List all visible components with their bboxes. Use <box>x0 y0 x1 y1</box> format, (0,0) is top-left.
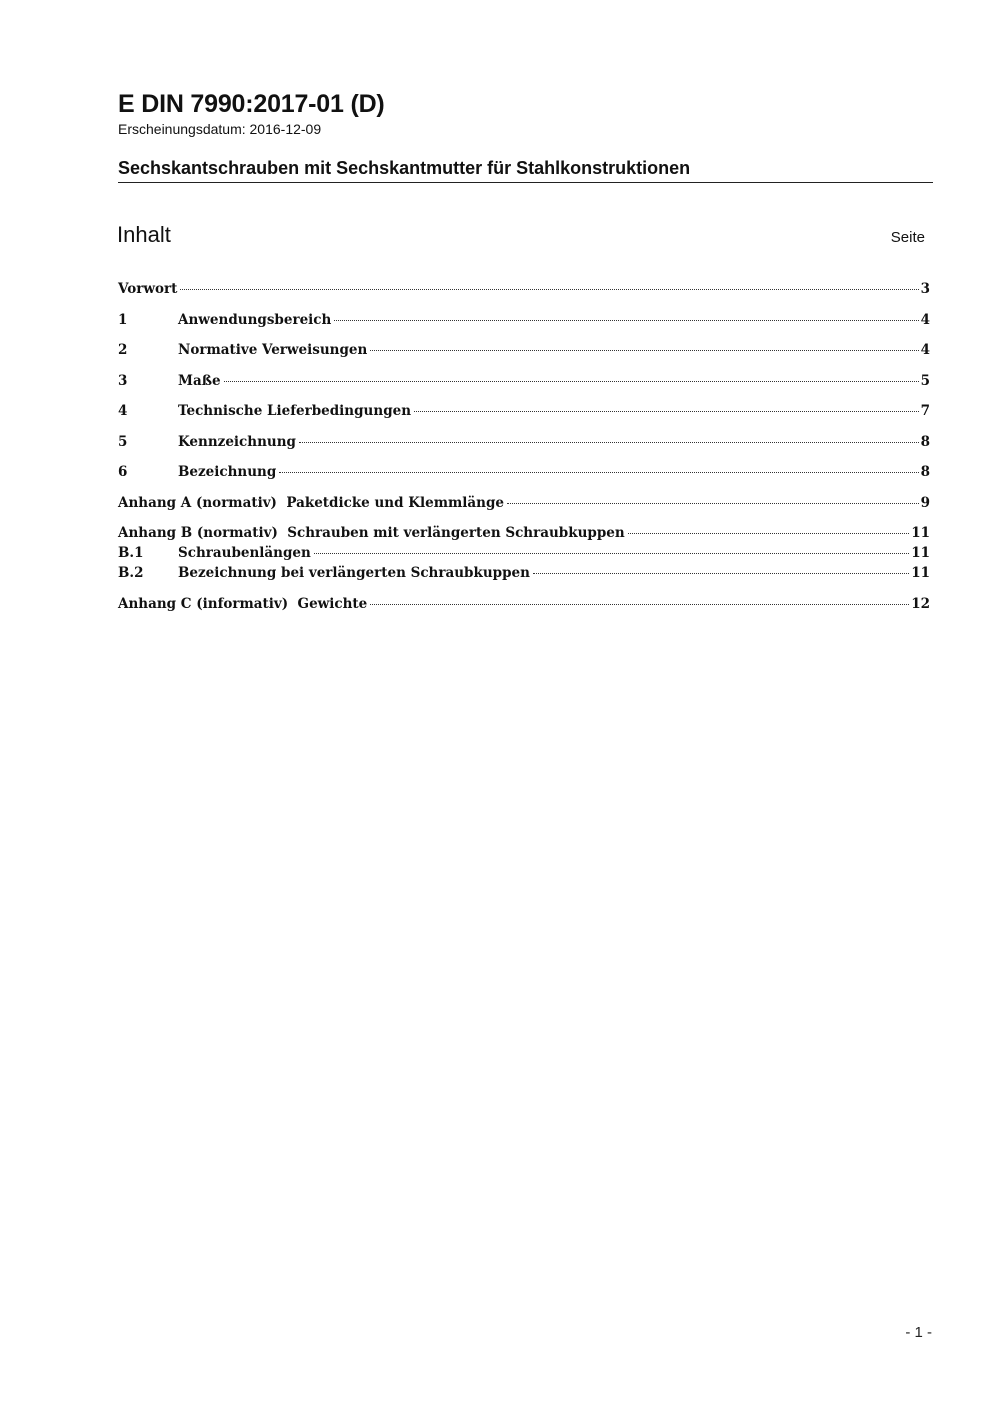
toc-entry-title: Normative Verweisungen <box>178 342 368 358</box>
toc-entry-page: 8 <box>920 464 930 480</box>
toc-entry-title: Anwendungsbereich <box>178 311 332 328</box>
toc-entry-vorwort[interactable] <box>118 279 930 299</box>
toc-entry-number: B.2 <box>118 565 144 581</box>
toc-entry-number: 5 <box>118 433 128 450</box>
toc-entry-page: 7 <box>920 403 930 419</box>
toc-entry-title: Anhang B (normativ) Schrauben mit verlängerten Schraubkuppen <box>118 525 625 541</box>
toc-dot-leader <box>224 381 919 382</box>
document-number: E DIN 7990:2017-01 (D) <box>118 90 385 118</box>
toc-entry-title: Anhang A (normativ) Paketdicke und Klemmlänge <box>118 494 504 511</box>
toc-entry-3[interactable] <box>118 371 930 391</box>
toc-dot-leader <box>370 604 909 605</box>
toc-entry-1[interactable] <box>118 310 930 330</box>
toc-entry-title: Schraubenlängen <box>178 545 311 561</box>
toc-entry-title: Bezeichnung bei verlängerten Schraubkuppen <box>178 565 530 581</box>
toc-entry-title: Bezeichnung <box>178 464 277 480</box>
toc-entry-page: 12 <box>911 595 930 612</box>
toc-entry-number: 2 <box>118 342 128 358</box>
toc-dot-leader <box>334 320 918 321</box>
toc-dot-leader <box>279 472 918 473</box>
toc-entry-5[interactable] <box>118 432 930 452</box>
toc-entry-page: 8 <box>920 433 930 450</box>
toc-entry-number: B.1 <box>118 545 144 561</box>
subject-underline <box>118 182 933 183</box>
toc-dot-leader <box>628 533 910 534</box>
page-number: - 1 - <box>905 1324 932 1341</box>
publication-date: Erscheinungsdatum: 2016-12-09 <box>118 121 322 137</box>
toc-entry-page: 11 <box>911 525 930 541</box>
toc-entry-page: 11 <box>911 545 930 561</box>
toc-entry-page: 4 <box>920 342 930 358</box>
toc-entry-title: Kennzeichnung <box>178 433 296 450</box>
toc-entry-b1[interactable] <box>118 543 930 563</box>
table-of-contents <box>118 279 930 614</box>
toc-entry-page: 9 <box>920 494 930 511</box>
toc-entry-2[interactable] <box>118 340 930 360</box>
toc-dot-leader <box>414 411 919 412</box>
toc-entry-title: Technische Lieferbedingungen <box>178 403 412 419</box>
toc-entry-annex-c[interactable] <box>118 594 930 614</box>
toc-entry-b2[interactable] <box>118 563 930 583</box>
toc-dot-leader <box>370 350 918 351</box>
toc-dot-leader <box>533 573 909 574</box>
toc-entry-number: 4 <box>118 403 128 419</box>
toc-dot-leader <box>180 289 918 290</box>
toc-entry-annex-b[interactable] <box>118 523 930 543</box>
toc-dot-leader <box>314 553 909 554</box>
toc-entry-page: 5 <box>920 372 930 389</box>
toc-entry-page: 11 <box>911 565 930 581</box>
toc-entry-number: 3 <box>118 372 128 389</box>
document-subject: Sechskantschrauben mit Sechskantmutter für Stahlkonstruktionen <box>118 158 691 178</box>
toc-heading: Inhalt <box>117 222 171 247</box>
toc-entry-page: 3 <box>920 281 930 297</box>
toc-entry-annex-a[interactable] <box>118 493 930 513</box>
toc-entry-title: Vorwort <box>118 281 178 297</box>
toc-entry-4[interactable] <box>118 401 930 421</box>
toc-entry-number: 6 <box>118 464 128 480</box>
toc-dot-leader <box>507 503 919 504</box>
toc-entry-title: Maße <box>178 372 221 389</box>
toc-page-column-label: Seite <box>890 229 925 246</box>
toc-entry-number: 1 <box>118 311 128 328</box>
toc-entry-page: 4 <box>920 311 930 328</box>
toc-entry-6[interactable] <box>118 462 930 482</box>
toc-dot-leader <box>299 442 919 443</box>
toc-entry-title: Anhang C (informativ) Gewichte <box>118 595 368 612</box>
